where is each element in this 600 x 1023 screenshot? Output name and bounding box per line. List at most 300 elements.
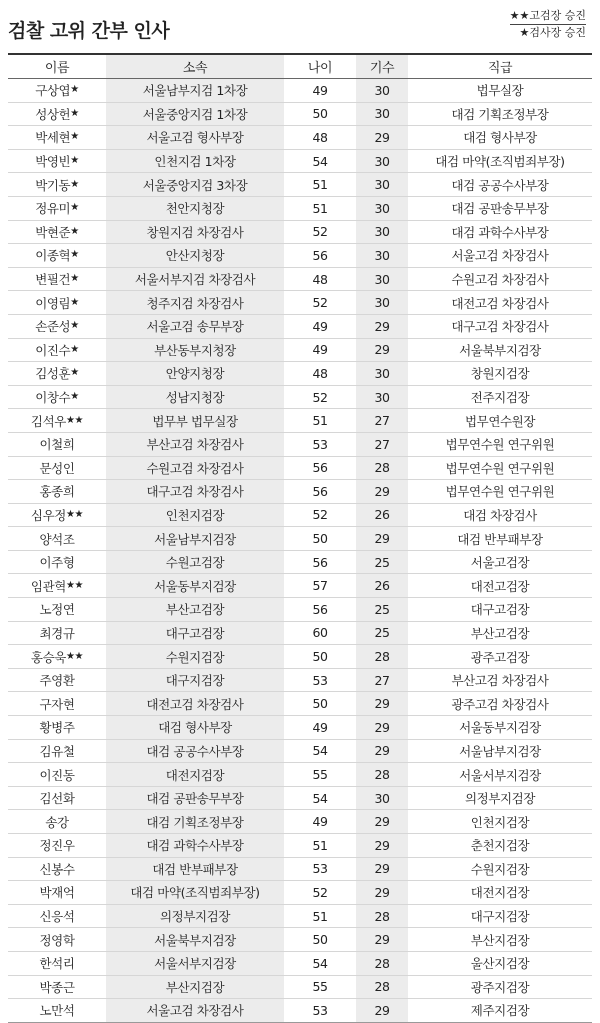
person-name: 송강 <box>45 814 69 830</box>
cell-age: 52 <box>312 389 328 405</box>
cell-class-year: 30 <box>356 102 408 126</box>
cell-position: 서울고검장 <box>470 555 530 571</box>
cell-age: 52 <box>312 507 328 523</box>
cell-position: 광주고검장 <box>470 649 530 665</box>
page-title: 검찰 고위 간부 인사 <box>8 20 170 42</box>
table-row <box>8 598 592 622</box>
header-affiliation: 소속 <box>106 54 284 79</box>
person-name: 구자현 <box>39 696 75 712</box>
cell-class-year: 27 <box>356 432 408 456</box>
promotion-star-icon: ★ <box>70 84 79 96</box>
cell-affiliation: 부산고검 차장검사 <box>106 432 284 456</box>
cell-class-year: 30 <box>356 173 408 197</box>
cell-position: 부산고검장 <box>470 625 530 641</box>
cell-affiliation: 서울서부지검장 <box>106 951 284 975</box>
person-name: 이철희 <box>39 437 75 453</box>
cell-class-year: 29 <box>356 857 408 881</box>
person-name: 정진우 <box>39 838 75 854</box>
cell-name <box>8 149 106 173</box>
cell-class-year: 26 <box>356 574 408 598</box>
person-name: 김선화 <box>39 791 75 807</box>
cell-class-year: 30 <box>356 220 408 244</box>
cell-class-year: 30 <box>356 385 408 409</box>
person-name: 김성훈 <box>35 366 71 382</box>
cell-class-year: 29 <box>356 126 408 150</box>
person-name: 황병주 <box>39 720 75 736</box>
cell-age: 56 <box>312 247 328 263</box>
cell-age: 54 <box>312 743 328 759</box>
cell-class-year: 30 <box>356 786 408 810</box>
cell-affiliation: 대검 공판송무부장 <box>106 786 284 810</box>
cell-affiliation: 서울고검 형사부장 <box>106 126 284 150</box>
legend-high-prosecutor-promotion: ★★고검장 승진 <box>510 8 586 25</box>
cell-position: 제주지검장 <box>470 1003 530 1019</box>
person-name: 박재억 <box>39 885 75 901</box>
cell-affiliation: 대검 마약(조직범죄부장) <box>106 881 284 905</box>
cell-affiliation: 인천지검 1차장 <box>106 149 284 173</box>
cell-name <box>8 951 106 975</box>
table-row <box>8 904 592 928</box>
cell-age: 49 <box>312 719 328 735</box>
cell-position: 광주지검장 <box>470 979 530 995</box>
cell-age: 53 <box>312 436 328 452</box>
person-name: 한석리 <box>39 956 75 972</box>
promotion-star-icon: ★★ <box>65 508 84 520</box>
cell-age: 49 <box>312 82 328 98</box>
cell-age: 60 <box>312 625 328 641</box>
cell-age: 49 <box>312 814 328 830</box>
person-name: 노정연 <box>39 602 75 618</box>
cell-affiliation: 부산고검장 <box>106 598 284 622</box>
table-row <box>8 786 592 810</box>
cell-class-year: 30 <box>356 362 408 386</box>
table-row <box>8 79 592 103</box>
cell-class-year: 30 <box>356 79 408 103</box>
promotion-star-icon: ★ <box>70 178 79 190</box>
cell-position: 대검 공공수사부장 <box>451 177 549 193</box>
table-row <box>8 834 592 858</box>
cell-name <box>8 881 106 905</box>
cell-name <box>8 527 106 551</box>
legend <box>510 8 586 41</box>
table-row <box>8 314 592 338</box>
cell-affiliation: 청주지검 차장검사 <box>106 291 284 315</box>
cell-position: 서울동부지검장 <box>459 720 541 736</box>
cell-age: 55 <box>312 767 328 783</box>
cell-name <box>8 598 106 622</box>
cell-affiliation: 대검 공공수사부장 <box>106 739 284 763</box>
cell-name <box>8 763 106 787</box>
cell-position: 대검 과학수사부장 <box>451 224 549 240</box>
cell-class-year: 28 <box>356 975 408 999</box>
cell-age: 51 <box>312 200 328 216</box>
cell-affiliation: 인천지검장 <box>106 503 284 527</box>
cell-name <box>8 834 106 858</box>
cell-class-year: 30 <box>356 267 408 291</box>
cell-position: 법무실장 <box>476 83 524 99</box>
cell-class-year: 29 <box>356 928 408 952</box>
cell-name <box>8 480 106 504</box>
cell-age: 50 <box>312 531 328 547</box>
cell-age: 52 <box>312 295 328 311</box>
promotion-star-icon: ★ <box>70 273 79 285</box>
cell-affiliation: 서울북부지검장 <box>106 928 284 952</box>
cell-name <box>8 79 106 103</box>
person-name: 홍종희 <box>39 484 75 500</box>
cell-name <box>8 668 106 692</box>
cell-class-year: 28 <box>356 456 408 480</box>
person-name: 손준성 <box>35 319 71 335</box>
cell-position: 대전고검 차장검사 <box>451 295 549 311</box>
promotion-star-icon: ★ <box>70 225 79 237</box>
promotion-star-icon: ★★ <box>65 414 84 426</box>
table-row <box>8 126 592 150</box>
cell-age: 56 <box>312 601 328 617</box>
legend-prosecutor-general-promotion: ★검사장 승진 <box>519 26 586 39</box>
cell-name <box>8 456 106 480</box>
person-name: 주영환 <box>39 673 75 689</box>
cell-position: 법무연수원장 <box>464 413 536 429</box>
cell-position: 대구지검장 <box>470 909 530 925</box>
person-name: 이진수 <box>35 342 71 358</box>
cell-position: 춘천지검장 <box>470 838 530 854</box>
cell-age: 49 <box>312 342 328 358</box>
cell-position: 대검 형사부장 <box>463 130 537 146</box>
table-row <box>8 763 592 787</box>
person-name: 성상헌 <box>35 106 71 122</box>
cell-class-year: 27 <box>356 668 408 692</box>
table-row <box>8 456 592 480</box>
cell-affiliation: 서울동부지검장 <box>106 574 284 598</box>
cell-name <box>8 550 106 574</box>
cell-class-year: 29 <box>356 810 408 834</box>
cell-position: 창원지검장 <box>470 366 530 382</box>
person-name: 박현준 <box>35 224 71 240</box>
cell-position: 대검 공판송무부장 <box>451 201 549 217</box>
cell-position: 대구고검 차장검사 <box>451 319 549 335</box>
person-name: 이영림 <box>35 295 71 311</box>
cell-affiliation: 대전고검 차장검사 <box>106 692 284 716</box>
table-row <box>8 149 592 173</box>
table-row <box>8 503 592 527</box>
cell-position: 서울고검 차장검사 <box>451 248 549 264</box>
person-name: 홍승욱 <box>30 649 66 665</box>
promotion-star-icon: ★ <box>70 343 79 355</box>
person-name: 신응석 <box>39 909 75 925</box>
cell-name <box>8 432 106 456</box>
table-row <box>8 692 592 716</box>
cell-name <box>8 692 106 716</box>
cell-class-year: 28 <box>356 645 408 669</box>
person-name: 박세현 <box>35 130 71 146</box>
person-name: 임관혁 <box>30 578 66 594</box>
table-header-row <box>8 54 592 79</box>
cell-position: 법무연수원 연구위원 <box>445 460 555 476</box>
cell-affiliation: 수원지검장 <box>106 645 284 669</box>
table-row <box>8 574 592 598</box>
cell-affiliation: 서울남부지검장 <box>106 527 284 551</box>
person-name: 김석우 <box>30 413 66 429</box>
cell-name <box>8 291 106 315</box>
promotion-star-icon: ★ <box>70 320 79 332</box>
cell-age: 56 <box>312 460 328 476</box>
cell-age: 53 <box>312 861 328 877</box>
person-name: 심우정 <box>30 507 66 523</box>
cell-age: 55 <box>312 979 328 995</box>
cell-affiliation: 서울고검 차장검사 <box>106 999 284 1023</box>
cell-name <box>8 409 106 433</box>
person-name: 문성인 <box>39 460 75 476</box>
cell-affiliation: 수원고검장 <box>106 550 284 574</box>
cell-position: 전주지검장 <box>470 390 530 406</box>
promotion-star-icon: ★ <box>70 391 79 403</box>
cell-name <box>8 999 106 1023</box>
cell-age: 54 <box>312 790 328 806</box>
promotion-star-icon: ★ <box>70 296 79 308</box>
cell-age: 56 <box>312 554 328 570</box>
cell-class-year: 29 <box>356 716 408 740</box>
cell-name <box>8 621 106 645</box>
cell-affiliation: 안산지청장 <box>106 244 284 268</box>
cell-class-year: 26 <box>356 503 408 527</box>
cell-position: 울산지검장 <box>470 956 530 972</box>
cell-affiliation: 성남지청장 <box>106 385 284 409</box>
cell-class-year: 30 <box>356 291 408 315</box>
cell-age: 48 <box>312 271 328 287</box>
cell-age: 52 <box>312 884 328 900</box>
cell-class-year: 29 <box>356 314 408 338</box>
cell-position: 수원지검장 <box>470 861 530 877</box>
cell-class-year: 28 <box>356 904 408 928</box>
cell-name <box>8 267 106 291</box>
cell-age: 50 <box>312 106 328 122</box>
table-row <box>8 480 592 504</box>
cell-position: 서울북부지검장 <box>459 342 541 358</box>
table-row <box>8 220 592 244</box>
cell-age: 52 <box>312 224 328 240</box>
cell-position: 서울남부지검장 <box>459 743 541 759</box>
cell-age: 49 <box>312 318 328 334</box>
cell-position: 대전고검장 <box>470 578 530 594</box>
cell-position: 대검 기획조정부장 <box>451 106 549 122</box>
cell-name <box>8 645 106 669</box>
person-name: 이종혁 <box>35 248 71 264</box>
cell-age: 50 <box>312 649 328 665</box>
promotion-star-icon: ★ <box>70 107 79 119</box>
cell-position: 서울서부지검장 <box>459 767 541 783</box>
table-row <box>8 338 592 362</box>
cell-position: 법무연수원 연구위원 <box>445 484 555 500</box>
cell-name <box>8 786 106 810</box>
table-row <box>8 810 592 834</box>
cell-age: 51 <box>312 837 328 853</box>
cell-affiliation: 대검 반부패부장 <box>106 857 284 881</box>
table-row <box>8 928 592 952</box>
person-name: 최경규 <box>39 625 75 641</box>
cell-name <box>8 503 106 527</box>
person-name: 정유미 <box>35 201 71 217</box>
cell-age: 51 <box>312 908 328 924</box>
cell-name <box>8 173 106 197</box>
table-row <box>8 739 592 763</box>
person-name: 박영빈 <box>35 154 71 170</box>
table-body <box>8 79 592 1023</box>
table-row <box>8 550 592 574</box>
cell-name <box>8 362 106 386</box>
cell-class-year: 25 <box>356 598 408 622</box>
cell-class-year: 30 <box>356 244 408 268</box>
cell-name <box>8 739 106 763</box>
person-name: 박종근 <box>39 979 75 995</box>
cell-position: 대전지검장 <box>470 885 530 901</box>
promotion-star-icon: ★ <box>70 249 79 261</box>
person-name: 신봉수 <box>39 861 75 877</box>
cell-class-year: 25 <box>356 621 408 645</box>
header-position: 직급 <box>487 61 513 76</box>
cell-class-year: 29 <box>356 881 408 905</box>
table-row <box>8 385 592 409</box>
cell-age: 50 <box>312 932 328 948</box>
cell-affiliation: 대검 기획조정부장 <box>106 810 284 834</box>
promotion-star-icon: ★ <box>70 202 79 214</box>
cell-affiliation: 의정부지검장 <box>106 904 284 928</box>
table-row <box>8 975 592 999</box>
cell-class-year: 29 <box>356 692 408 716</box>
cell-name <box>8 220 106 244</box>
personnel-table <box>8 53 592 1023</box>
cell-affiliation: 법무부 법무실장 <box>106 409 284 433</box>
cell-age: 53 <box>312 672 328 688</box>
table-row <box>8 857 592 881</box>
header-class-year: 기수 <box>356 54 408 79</box>
cell-affiliation: 서울남부지검 1차장 <box>106 79 284 103</box>
cell-affiliation: 창원지검 차장검사 <box>106 220 284 244</box>
cell-position: 부산지검장 <box>470 932 530 948</box>
cell-position: 대검 마약(조직범죄부장) <box>435 154 565 170</box>
table-row <box>8 267 592 291</box>
cell-class-year: 30 <box>356 149 408 173</box>
cell-age: 54 <box>312 153 328 169</box>
cell-name <box>8 314 106 338</box>
cell-affiliation: 대구지검장 <box>106 668 284 692</box>
table-row <box>8 527 592 551</box>
cell-class-year: 28 <box>356 763 408 787</box>
cell-affiliation: 대구고검 차장검사 <box>106 480 284 504</box>
cell-position: 의정부지검장 <box>464 791 536 807</box>
table-row <box>8 668 592 692</box>
cell-affiliation: 부산동부지청장 <box>106 338 284 362</box>
cell-affiliation: 서울중앙지검 1차장 <box>106 102 284 126</box>
table-row <box>8 409 592 433</box>
table-row <box>8 291 592 315</box>
person-name: 이창수 <box>35 390 71 406</box>
table-row <box>8 196 592 220</box>
cell-name <box>8 857 106 881</box>
cell-position: 수원고검 차장검사 <box>451 272 549 288</box>
table-row <box>8 881 592 905</box>
person-name: 김유철 <box>39 743 75 759</box>
promotion-star-icon: ★★ <box>65 650 84 662</box>
cell-class-year: 29 <box>356 999 408 1023</box>
cell-affiliation: 수원고검 차장검사 <box>106 456 284 480</box>
cell-affiliation: 천안지청장 <box>106 196 284 220</box>
cell-age: 51 <box>312 413 328 429</box>
person-name: 구상엽 <box>35 83 71 99</box>
cell-class-year: 29 <box>356 480 408 504</box>
cell-age: 54 <box>312 955 328 971</box>
table-row <box>8 999 592 1023</box>
cell-position: 광주고검 차장검사 <box>451 696 549 712</box>
cell-class-year: 29 <box>356 338 408 362</box>
cell-name <box>8 904 106 928</box>
cell-name <box>8 244 106 268</box>
cell-class-year: 29 <box>356 739 408 763</box>
cell-age: 57 <box>312 578 328 594</box>
cell-name <box>8 385 106 409</box>
promotion-star-icon: ★★ <box>65 579 84 591</box>
cell-age: 48 <box>312 129 328 145</box>
cell-age: 50 <box>312 696 328 712</box>
table-row <box>8 621 592 645</box>
cell-age: 48 <box>312 365 328 381</box>
cell-class-year: 30 <box>356 196 408 220</box>
cell-class-year: 28 <box>356 951 408 975</box>
cell-age: 56 <box>312 483 328 499</box>
cell-name <box>8 574 106 598</box>
cell-name <box>8 928 106 952</box>
cell-name <box>8 196 106 220</box>
table-row <box>8 716 592 740</box>
cell-position: 법무연수원 연구위원 <box>445 437 555 453</box>
header-age: 나이 <box>307 61 333 76</box>
cell-affiliation: 대검 형사부장 <box>106 716 284 740</box>
table-row <box>8 951 592 975</box>
cell-name <box>8 810 106 834</box>
person-name: 노만석 <box>39 1003 75 1019</box>
cell-position: 대구고검장 <box>470 602 530 618</box>
cell-affiliation: 부산지검장 <box>106 975 284 999</box>
person-name: 이진동 <box>39 767 75 783</box>
table-row <box>8 102 592 126</box>
table-row <box>8 173 592 197</box>
cell-age: 53 <box>312 1002 328 1018</box>
cell-affiliation: 서울중앙지검 3차장 <box>106 173 284 197</box>
cell-name <box>8 126 106 150</box>
cell-name <box>8 975 106 999</box>
cell-affiliation: 대구고검장 <box>106 621 284 645</box>
person-name: 박기동 <box>35 177 71 193</box>
cell-class-year: 27 <box>356 409 408 433</box>
table-row <box>8 645 592 669</box>
promotion-star-icon: ★ <box>70 131 79 143</box>
promotion-star-icon: ★ <box>70 155 79 167</box>
promotion-star-icon: ★ <box>70 367 79 379</box>
person-name: 정영학 <box>39 932 75 948</box>
cell-position: 인천지검장 <box>470 814 530 830</box>
cell-position: 대검 반부패부장 <box>457 531 543 547</box>
header-name: 이름 <box>44 61 70 76</box>
cell-name <box>8 102 106 126</box>
cell-name <box>8 338 106 362</box>
cell-affiliation: 대검 과학수사부장 <box>106 834 284 858</box>
cell-position: 대검 차장검사 <box>463 507 537 523</box>
cell-age: 51 <box>312 177 328 193</box>
cell-class-year: 29 <box>356 527 408 551</box>
table-row <box>8 432 592 456</box>
table-row <box>8 362 592 386</box>
person-name: 변필건 <box>35 272 71 288</box>
cell-class-year: 29 <box>356 834 408 858</box>
